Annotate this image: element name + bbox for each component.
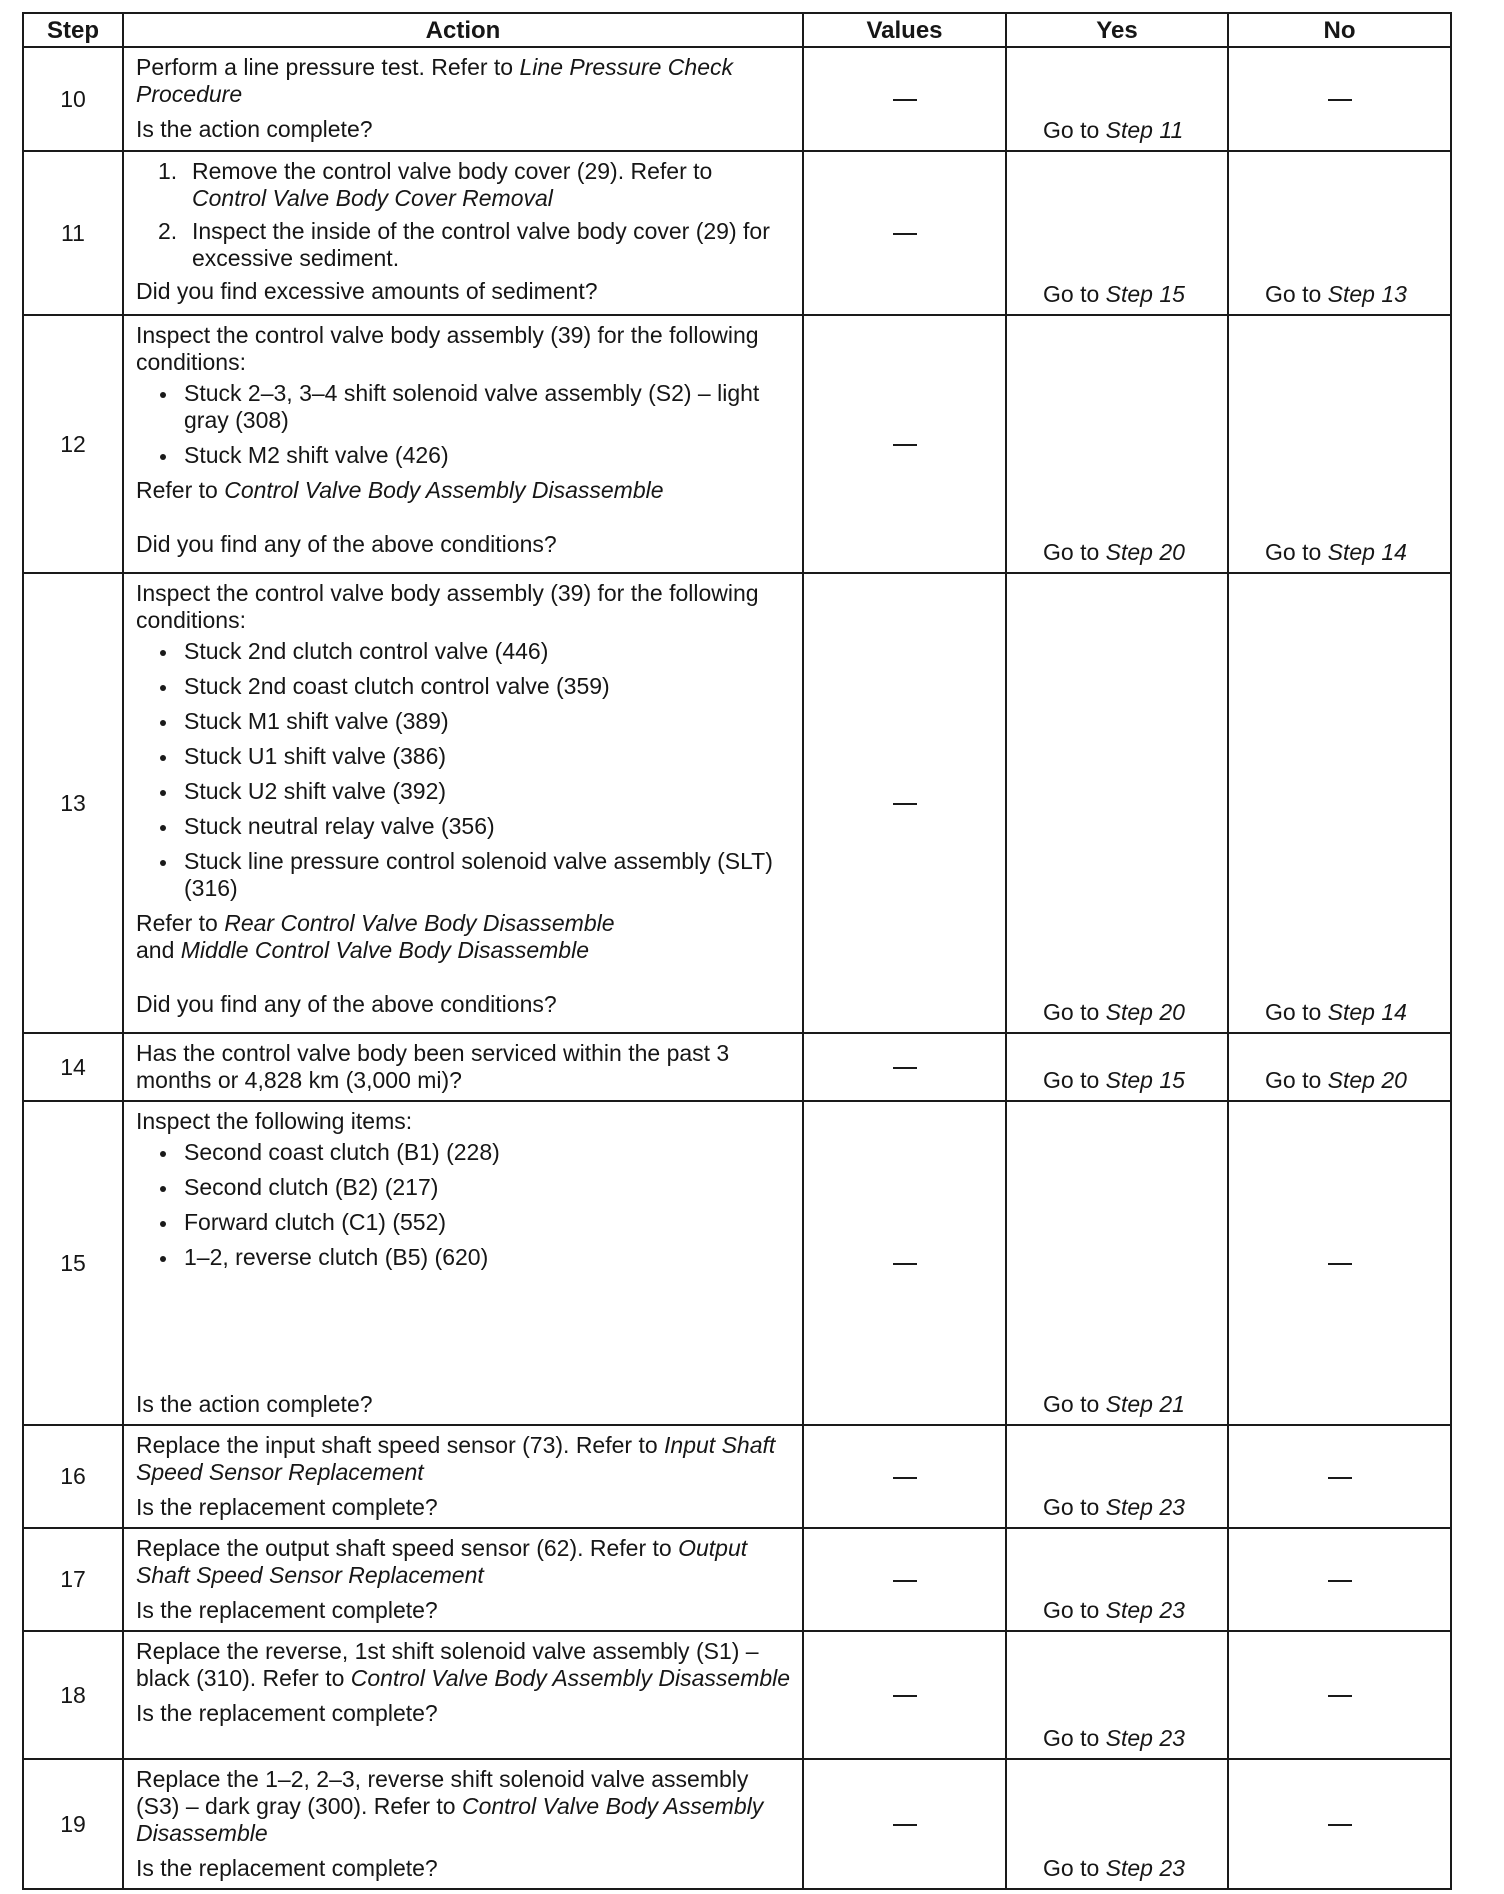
procedure-reference: Control Valve Body Assembly Disassemble [136, 1793, 764, 1846]
no-cell [1228, 1528, 1451, 1631]
procedure-reference: Control Valve Body Cover Removal [192, 185, 553, 211]
list-item: 1–2, reverse clutch (B5) (620) [136, 1244, 792, 1271]
procedure-reference: Control Valve Body Assembly Disassemble [224, 477, 664, 503]
values-cell [803, 1425, 1006, 1528]
step-number: 15 [23, 1101, 123, 1425]
step-number: 17 [23, 1528, 123, 1631]
no-cell: Go to Step 20 [1228, 1033, 1451, 1101]
action-cell: Replace the reverse, 1st shift solenoid valve assembly (S1) – black (310). Refer to Control Valve Body Assembly Disassemble Is the replacement complete? [123, 1631, 803, 1759]
action-question: Is the replacement complete? [136, 1855, 438, 1881]
bullet-list [136, 638, 792, 902]
goto-step: Step 15 [1105, 281, 1185, 307]
goto-step: Step 23 [1105, 1725, 1185, 1751]
goto-step: Step 23 [1105, 1597, 1185, 1623]
yes-cell [1006, 47, 1228, 151]
goto-step: Step 23 [1105, 1494, 1185, 1520]
step-number: 12 [23, 315, 123, 573]
header-yes: Yes [1006, 13, 1228, 47]
action-question: Is the replacement complete? [136, 1597, 438, 1623]
values-cell [803, 47, 1006, 151]
yes-cell: Go to Step 21 [1006, 1101, 1228, 1425]
step-number: 19 [23, 1759, 123, 1889]
yes-cell: Go to Step 20 [1006, 315, 1228, 573]
list-item: Stuck neutral relay valve (356) [136, 813, 792, 840]
goto-step: Step 21 [1105, 1391, 1185, 1417]
table-row [23, 1631, 1451, 1759]
numbered-list [136, 158, 792, 272]
list-item: Second coast clutch (B1) (228) [136, 1139, 792, 1166]
yes-cell: Go to Step 23 [1006, 1759, 1228, 1889]
list-item: Second clutch (B2) (217) [136, 1174, 792, 1201]
step-number: 14 [23, 1033, 123, 1101]
no-cell [1228, 1631, 1451, 1759]
dash [1328, 1824, 1352, 1826]
procedure-reference: Control Valve Body Assembly Disassemble [350, 1665, 791, 1691]
no-cell [1228, 1101, 1451, 1425]
step-number: 16 [23, 1425, 123, 1528]
goto-step: Step 20 [1105, 999, 1185, 1025]
table-row [23, 573, 1451, 1033]
action-question: Is the replacement complete? [136, 1700, 438, 1726]
values-cell [803, 1528, 1006, 1631]
action-question: Did you find any of the above conditions? [136, 531, 557, 557]
action-cell [123, 1033, 803, 1101]
goto-step: Step 23 [1105, 1855, 1185, 1881]
header-no: No [1228, 13, 1451, 47]
table-row [23, 315, 1451, 573]
goto-step: Step 11 [1105, 117, 1184, 143]
dash [893, 1263, 917, 1265]
procedure-reference: Line Pressure Check Procedure [136, 54, 733, 107]
step-number: 11 [23, 151, 123, 315]
action-cell: Replace the output shaft speed sensor (62). Refer to Output Shaft Speed Sensor Replacement Is the replacement complete? [123, 1528, 803, 1631]
action-cell: Replace the input shaft speed sensor (73). Refer to Input Shaft Speed Sensor Replacement Is the replacement complete? [123, 1425, 803, 1528]
header-action: Action [123, 13, 803, 47]
dash [893, 803, 917, 805]
action-question: Has the control valve body been serviced within the past 3 months or 4,828 km (3,000 mi)? [136, 1040, 730, 1093]
goto-step: Step 20 [1327, 1067, 1407, 1093]
diagnostic-table [22, 12, 1452, 1890]
action-cell: Inspect the following items: Second coast clutch (B1) (228) Second clutch (B2) (217) Forward clutch (C1) (552) 1–2, reverse clutch (B5) (620) Is the action complete? [123, 1101, 803, 1425]
no-cell [1228, 1759, 1451, 1889]
action-question: Is the replacement complete? [136, 1494, 438, 1520]
goto-step: Step 14 [1327, 999, 1407, 1025]
diagnostic-page [22, 12, 1450, 1890]
bullet-list [136, 380, 792, 469]
step-number: 10 [23, 47, 123, 151]
goto-step: Step 14 [1327, 539, 1407, 565]
step-number: 13 [23, 573, 123, 1033]
dash [893, 1695, 917, 1697]
table-row [23, 1101, 1451, 1425]
table-row [23, 151, 1451, 315]
dash [1328, 1477, 1352, 1479]
dash [893, 99, 917, 101]
values-cell [803, 1033, 1006, 1101]
list-item: Stuck 2–3, 3–4 shift solenoid valve assembly (S2) – light gray (308) [136, 380, 792, 434]
values-cell [803, 1101, 1006, 1425]
dash [1328, 1580, 1352, 1582]
yes-cell: Go to Step 20 [1006, 573, 1228, 1033]
no-cell: Go to Step 14 [1228, 315, 1451, 573]
bullet-list [136, 1139, 792, 1271]
list-item: Stuck 2nd coast clutch control valve (359) [136, 673, 792, 700]
header-step: Step [23, 13, 123, 47]
table-row [23, 1528, 1451, 1631]
action-text: Perform a line pressure test. Refer to [136, 54, 520, 80]
dash [893, 1824, 917, 1826]
dash [893, 233, 917, 235]
dash [893, 1067, 917, 1069]
goto-step: Step 15 [1105, 1067, 1185, 1093]
table-row [23, 1759, 1451, 1889]
action-cell [123, 47, 803, 151]
values-cell [803, 1759, 1006, 1889]
dash [893, 1477, 917, 1479]
table-row [23, 1425, 1451, 1528]
list-item: Stuck 2nd clutch control valve (446) [136, 638, 792, 665]
yes-cell: Go to Step 23 [1006, 1631, 1228, 1759]
values-cell [803, 573, 1006, 1033]
yes-cell: Go to Step 15 [1006, 151, 1228, 315]
action-question: Is the action complete? [136, 1391, 373, 1417]
table-row [23, 47, 1451, 151]
list-item: Stuck M1 shift valve (389) [136, 708, 792, 735]
procedure-reference: Output Shaft Speed Sensor Replacement [136, 1535, 748, 1588]
action-cell: Inspect the control valve body assembly (39) for the following conditions: Stuck 2–3, 3–4 shift solenoid valve assembly (S2) – light gray (308) Stuck M2 shift valve (426) Refer to Control Valve Body Assembly Disassemble Did you find any of the above conditions? [123, 315, 803, 573]
action-cell: Inspect the control valve body assembly (39) for the following conditions: Stuck 2nd clutch control valve (446) Stuck 2nd coast clutch control valve (359) Stuck M1 shift valve (389) Stuck U1 shift valve (386) Stuck U2 shift valve (392) Stuck neutral relay valve (356) Stuck line pressure control solenoid valve assembly (SLT) (316) Refer to Rear Control Valve Body Disassemble and Middle Control Valve Body Disassemble Did you find any of the above conditions? [123, 573, 803, 1033]
goto-label: Go to [1043, 117, 1100, 143]
action-cell [123, 151, 803, 315]
yes-cell: Go to Step 23 [1006, 1528, 1228, 1631]
list-item: Stuck M2 shift valve (426) [136, 442, 792, 469]
no-cell: Go to Step 14 [1228, 573, 1451, 1033]
header-values: Values [803, 13, 1006, 47]
list-item: Stuck line pressure control solenoid valve assembly (SLT) (316) [136, 848, 792, 902]
list-item: 1. Remove the control valve body cover (29). Refer to Control Valve Body Cover Removal [158, 158, 713, 211]
list-item: Forward clutch (C1) (552) [136, 1209, 792, 1236]
dash [1328, 1695, 1352, 1697]
dash [1328, 1263, 1352, 1265]
dash [893, 444, 917, 446]
procedure-reference: Rear Control Valve Body Disassemble [224, 910, 615, 936]
list-item: 2. Inspect the inside of the control valve body cover (29) for excessive sediment. [158, 218, 770, 271]
action-cell: Replace the 1–2, 2–3, reverse shift solenoid valve assembly (S3) – dark gray (300). Refer to Control Valve Body Assembly Disassemble Is the replacement complete? [123, 1759, 803, 1889]
values-cell [803, 151, 1006, 315]
list-item: Stuck U2 shift valve (392) [136, 778, 792, 805]
values-cell [803, 315, 1006, 573]
yes-cell: Go to Step 15 [1006, 1033, 1228, 1101]
goto-step: Step 20 [1105, 539, 1185, 565]
dash [1328, 99, 1352, 101]
yes-cell: Go to Step 23 [1006, 1425, 1228, 1528]
no-cell [1228, 1425, 1451, 1528]
values-cell [803, 1631, 1006, 1759]
header-row [23, 13, 1451, 47]
procedure-reference: Input Shaft Speed Sensor Replacement [136, 1432, 776, 1485]
goto-step: Step 13 [1327, 281, 1407, 307]
procedure-reference: Middle Control Valve Body Disassemble [180, 937, 589, 963]
list-item: Stuck U1 shift valve (386) [136, 743, 792, 770]
table-row [23, 1033, 1451, 1101]
no-cell: Go to Step 13 [1228, 151, 1451, 315]
action-question: Is the action complete? [136, 116, 373, 142]
no-cell [1228, 47, 1451, 151]
action-question: Did you find any of the above conditions? [136, 991, 557, 1017]
step-number: 18 [23, 1631, 123, 1759]
dash [893, 1580, 917, 1582]
action-question: Did you find excessive amounts of sediment? [136, 278, 598, 304]
